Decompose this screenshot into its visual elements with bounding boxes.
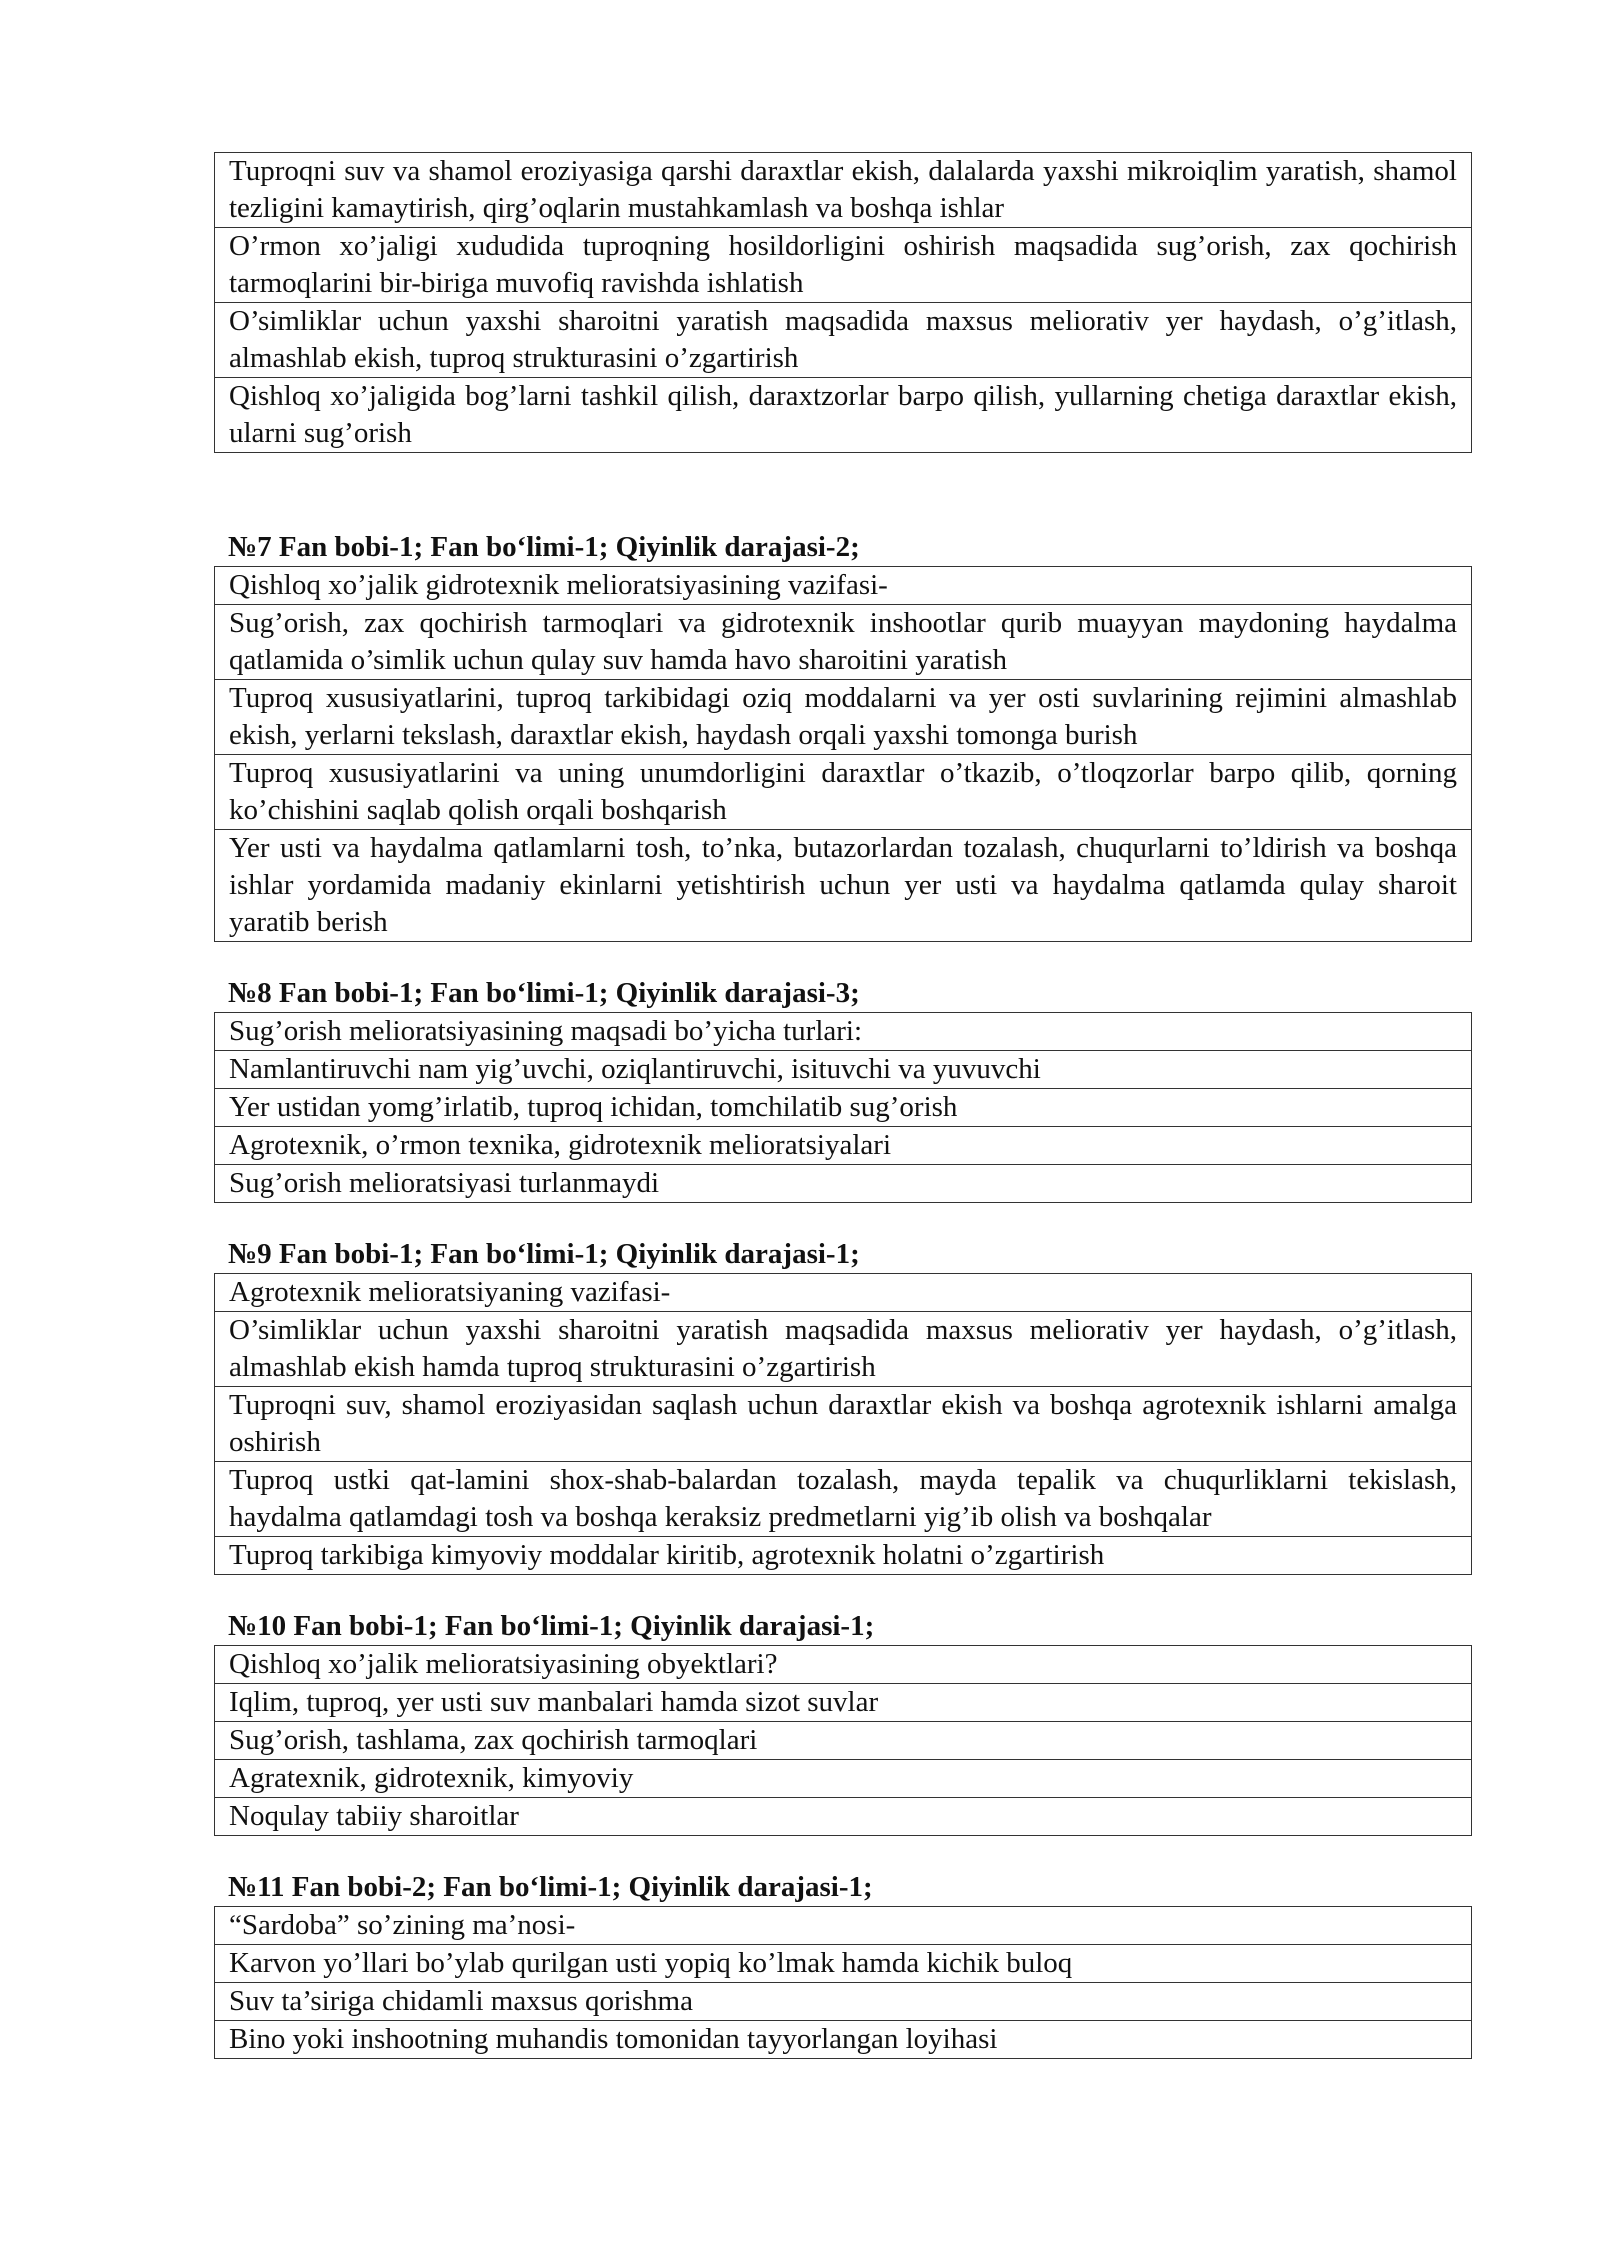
answer-cell: O’rmon xo’jaligi xududida tuproqning hosildorligini oshirish maqsadida sug’orish, zax qochirish tarmoqlarini bir-biriga muvofiq ravishda ishlatish: [215, 228, 1472, 303]
table-row: [215, 1945, 1472, 1983]
question-table: [214, 1012, 1472, 1203]
table-row: [215, 605, 1472, 680]
question-heading: №8 Fan bobi-1; Fan bo‘limi-1; Qiyinlik darajasi-3;: [228, 977, 860, 1009]
answer-cell: Sug’orish, tashlama, zax qochirish tarmoqlari: [215, 1722, 1472, 1760]
table-row: [215, 1127, 1472, 1165]
answer-cell: Tuproqni suv va shamol eroziyasiga qarshi daraxtlar ekish, dalalarda yaxshi mikroiqlim yaratish, shamol tezligini kamaytirish, qirg’oqlarin mustahkamlash va boshqa ishlar: [215, 153, 1472, 228]
answer-cell: Tuproq xususiyatlarini va uning unumdorligini daraxtlar o’tkazib, o’tloqzorlar barpo qilib, qorning ko’chishini saqlab qolish orqali boshqarish: [215, 755, 1472, 830]
table-row: [215, 378, 1472, 453]
answer-cell: Sug’orish, zax qochirish tarmoqlari va gidrotexnik inshootlar qurib muayyan maydoning haydalma qatlamida o’simlik uchun qulay suv hamda havo sharoitini yaratish: [215, 605, 1472, 680]
table-row: [215, 153, 1472, 228]
table-row: [215, 1907, 1472, 1945]
answer-cell: Sug’orish melioratsiyasi turlanmaydi: [215, 1165, 1472, 1203]
answer-table: [214, 152, 1472, 453]
question-heading: №9 Fan bobi-1; Fan bo‘limi-1; Qiyinlik darajasi-1;: [228, 1238, 860, 1270]
question-block-10: [214, 1608, 1472, 1836]
table-row: [215, 1798, 1472, 1836]
answer-cell: Noqulay tabiiy sharoitlar: [215, 1798, 1472, 1836]
answer-cell: Tuproq ustki qat-lamini shox-shab-balardan tozalash, mayda tepalik va chuqurliklarni tekislash, haydalma qatlamdagi tosh va boshqa keraksiz predmetlarni yig’ib olish va boshqalar: [215, 1462, 1472, 1537]
answer-cell: Qishloq xo’jaligida bog’larni tashkil qilish, daraxtzorlar barpo qilish, yullarning chetiga daraxtlar ekish, ularni sug’orish: [215, 378, 1472, 453]
question-block-11: [214, 1869, 1472, 2059]
question-cell: Qishloq xo’jalik gidrotexnik melioratsiyasining vazifasi-: [215, 567, 1472, 605]
table-row: [215, 1760, 1472, 1798]
question-table: [214, 566, 1472, 942]
answer-cell: Yer ustidan yomg’irlatib, tuproq ichidan, tomchilatib sug’orish: [215, 1089, 1472, 1127]
table-row: [215, 755, 1472, 830]
table-row: [215, 680, 1472, 755]
answer-cell: Bino yoki inshootning muhandis tomonidan tayyorlangan loyihasi: [215, 2021, 1472, 2059]
question-table: [214, 1645, 1472, 1836]
table-row: [215, 1165, 1472, 1203]
question-table: [214, 1273, 1472, 1575]
table-row: [215, 1983, 1472, 2021]
answer-cell: Namlantiruvchi nam yig’uvchi, oziqlantiruvchi, isituvchi va yuvuvchi: [215, 1051, 1472, 1089]
question-cell: “Sardoba” so’zining ma’nosi-: [215, 1907, 1472, 1945]
table-row: [215, 1387, 1472, 1462]
table-row: [215, 2021, 1472, 2059]
table-row: [215, 1312, 1472, 1387]
question-cell: Agrotexnik melioratsiyaning vazifasi-: [215, 1274, 1472, 1312]
table-row: [215, 1013, 1472, 1051]
document-page: [214, 152, 1472, 2092]
table-row: [215, 303, 1472, 378]
answer-cell: Agrotexnik, o’rmon texnika, gidrotexnik melioratsiyalari: [215, 1127, 1472, 1165]
answer-cell: Yer usti va haydalma qatlamlarni tosh, to’nka, butazorlardan tozalash, chuqurlarni to’ldirish va boshqa ishlar yordamida madaniy ekinlarni yetishtirish uchun yer usti va haydalma qatlamda qulay sharoit yaratib berish: [215, 830, 1472, 942]
table-row: [215, 567, 1472, 605]
question-cell: Qishloq xo’jalik melioratsiyasining obyektlari?: [215, 1646, 1472, 1684]
question-block-7: [214, 529, 1472, 942]
answer-cell: O’simliklar uchun yaxshi sharoitni yaratish maqsadida maxsus meliorativ yer haydash, o’g’itlash, almashlab ekish, tuproq strukturasini o’zgartirish: [215, 303, 1472, 378]
answer-cell: Agratexnik, gidrotexnik, kimyoviy: [215, 1760, 1472, 1798]
table-row: [215, 228, 1472, 303]
question-table: [214, 1906, 1472, 2059]
answer-cell: Suv ta’siriga chidamli maxsus qorishma: [215, 1983, 1472, 2021]
question-cell: Sug’orish melioratsiyasining maqsadi bo’yicha turlari:: [215, 1013, 1472, 1051]
answer-cell: Tuproq xususiyatlarini, tuproq tarkibidagi oziq moddalarni va yer osti suvlarining rejimini almashlab ekish, yerlarni tekslash, daraxtlar ekish, haydash orqali yaxshi tomonga burish: [215, 680, 1472, 755]
table-row: [215, 830, 1472, 942]
question-heading: №10 Fan bobi-1; Fan bo‘limi-1; Qiyinlik darajasi-1;: [228, 1610, 875, 1642]
table-row: [215, 1089, 1472, 1127]
answer-cell: Iqlim, tuproq, yer usti suv manbalari hamda sizot suvlar: [215, 1684, 1472, 1722]
answer-cell: Karvon yo’llari bo’ylab qurilgan usti yopiq ko’lmak hamda kichik buloq: [215, 1945, 1472, 1983]
table-row: [215, 1462, 1472, 1537]
table-row: [215, 1646, 1472, 1684]
table-row: [215, 1537, 1472, 1575]
table-row: [215, 1684, 1472, 1722]
table-row: [215, 1274, 1472, 1312]
question-heading: №7 Fan bobi-1; Fan bo‘limi-1; Qiyinlik darajasi-2;: [228, 531, 860, 563]
question-block-9: [214, 1236, 1472, 1575]
question-block-8: [214, 975, 1472, 1203]
question-heading: №11 Fan bobi-2; Fan bo‘limi-1; Qiyinlik darajasi-1;: [228, 1871, 873, 1903]
answer-cell: Tuproqni suv, shamol eroziyasidan saqlash uchun daraxtlar ekish va boshqa agrotexnik ishlarni amalga oshirish: [215, 1387, 1472, 1462]
answer-cell: Tuproq tarkibiga kimyoviy moddalar kiritib, agrotexnik holatni o’zgartirish: [215, 1537, 1472, 1575]
table-row: [215, 1051, 1472, 1089]
question-block-6-continuation: [214, 152, 1472, 453]
answer-cell: O’simliklar uchun yaxshi sharoitni yaratish maqsadida maxsus meliorativ yer haydash, o’g’itlash, almashlab ekish hamda tuproq strukturasini o’zgartirish: [215, 1312, 1472, 1387]
table-row: [215, 1722, 1472, 1760]
